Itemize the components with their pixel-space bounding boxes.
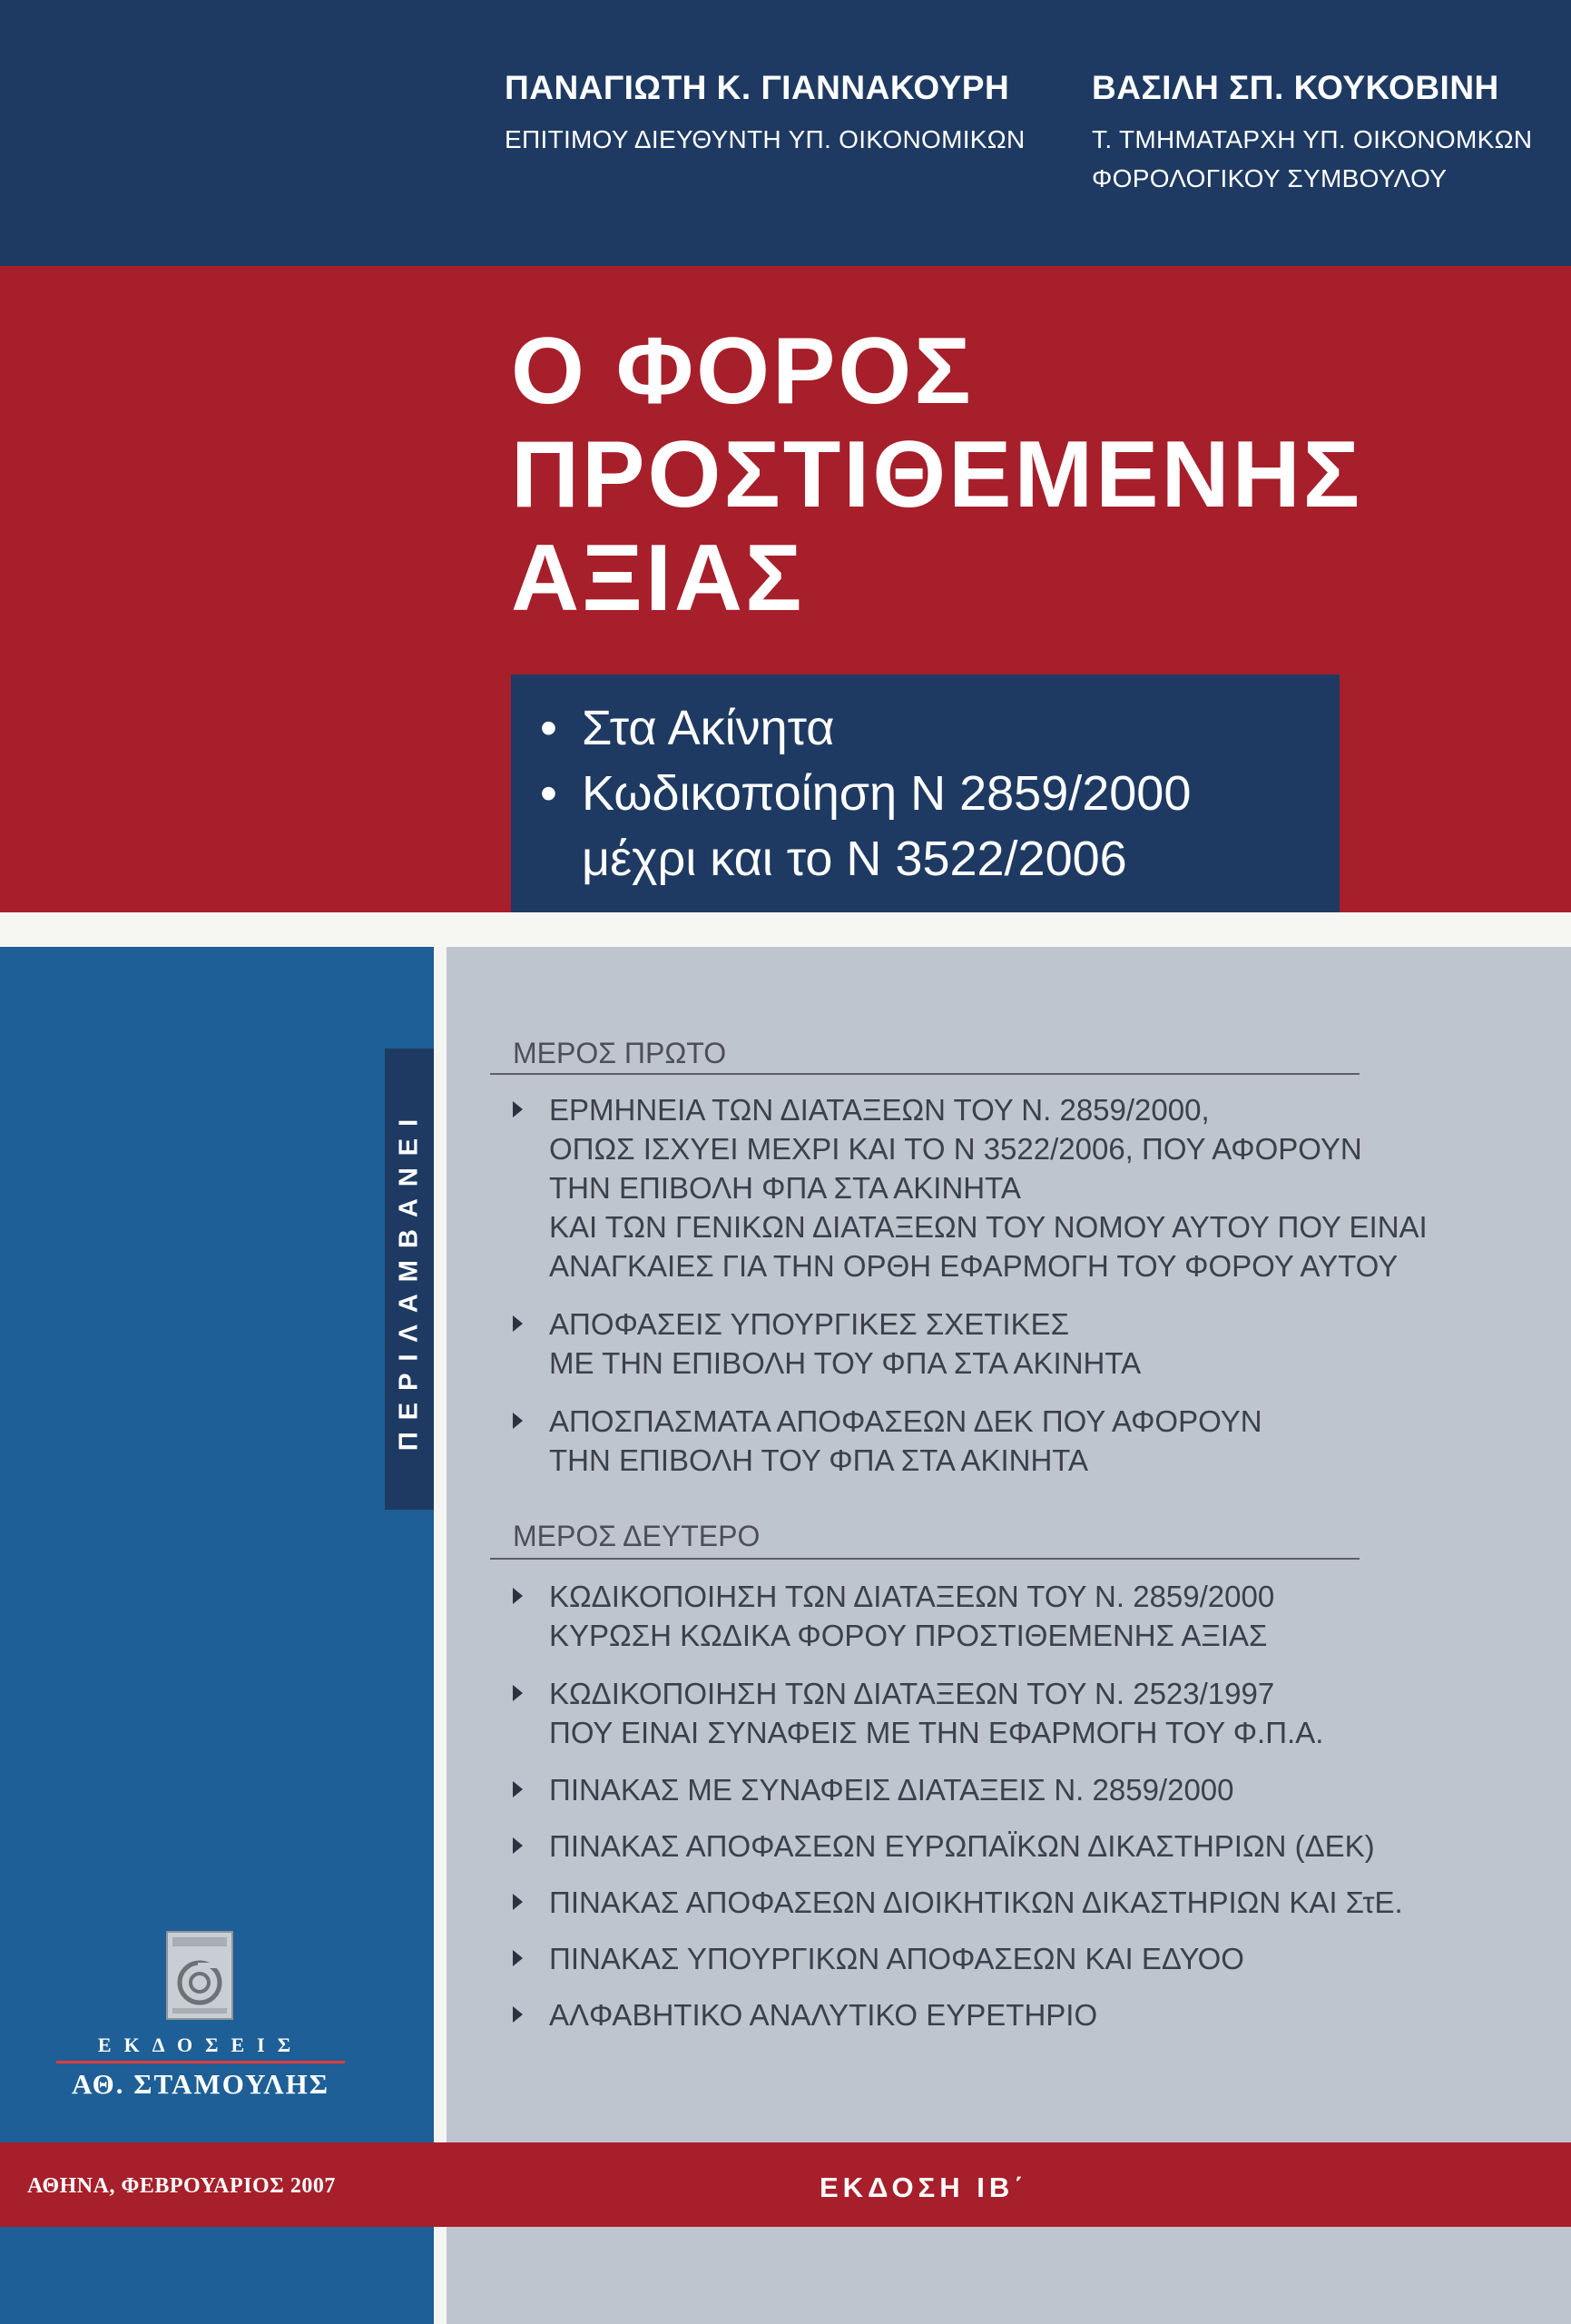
triangle-bullet-icon xyxy=(513,2006,523,2023)
part-2-rule xyxy=(490,1558,1360,1560)
part-1-item-1-text: ΕΡΜΗΝΕΙΑ ΤΩΝ ΔΙΑΤΑΞΕΩΝ ΤΟΥ Ν. 2859/2000, ΟΠΩΣ ΙΣΧΥΕΙ ΜΕΧΡΙ ΚΑΙ ΤΟ Ν 3522/2006, ΠΟΥ ΑΦΟΡΟΥΝ ΤΗΝ ΕΠΙΒΟΛΗ ΦΠΑ ΣΤΑ ΑΚΙΝΗΤΑ ΚΑΙ ΤΩΝ ΓΕΝΙΚΩΝ ΔΙΑΤΑΞΕΩΝ ΤΟΥ ΝΟΜΟΥ ΑΥΤΟΥ ΠΟΥ ΕΙΝΑΙ ΑΝΑΓΚΑΙΕΣ ΓΙΑ ΤΗΝ ΟΡΘΗ ΕΦΑΡΜΟΓΗ ΤΟΥ ΦΟΡΟΥ ΑΥΤΟΥ xyxy=(549,1093,1428,1283)
publisher-rule xyxy=(56,2061,345,2063)
author-2 xyxy=(1092,69,1532,199)
triangle-bullet-icon xyxy=(513,1685,523,1701)
triangle-bullet-icon xyxy=(513,1101,523,1118)
subtitle-text-1: Στα Ακίνητα xyxy=(582,701,835,755)
part-1-rule xyxy=(490,1073,1360,1075)
triangle-bullet-icon xyxy=(513,1950,523,1966)
part-1-item-3-text: ΑΠΟΣΠΑΣΜΑΤΑ ΑΠΟΦΑΣΕΩΝ ΔΕΚ ΠΟΥ ΑΦΟΡΟΥΝ ΤΗΝ ΕΠΙΒΟΛΗ ΤΟΥ ΦΠΑ ΣΤΑ ΑΚΙΝΗΤΑ xyxy=(549,1404,1262,1477)
separator-gap xyxy=(0,912,1571,947)
part-1-heading: ΜΕΡΟΣ ΠΡΩΤΟ xyxy=(513,1037,727,1069)
part-2-item-2-text: ΚΩΔΙΚΟΠΟΙΗΣΗ ΤΩΝ ΔΙΑΤΑΞΕΩΝ ΤΟΥ Ν. 2523/1997 ΠΟΥ ΕΙΝΑΙ ΣΥΝΑΦΕΙΣ ΜΕ ΤΗΝ ΕΦΑΡΜΟΓΗ ΤΟΥ Φ.Π.Α. xyxy=(549,1677,1324,1749)
author-2-role-line-2: ΦΟΡΟΛΟΓΙΚΟΥ ΣΥΜΒΟΥΛΟΥ xyxy=(1092,164,1448,193)
subtitle-line-1 xyxy=(540,700,834,756)
author-2-role xyxy=(1092,120,1532,199)
triangle-bullet-icon xyxy=(513,1781,523,1797)
bullet-icon: • xyxy=(540,766,557,821)
triangle-bullet-icon xyxy=(513,1837,523,1854)
triangle-bullet-icon xyxy=(513,1588,523,1604)
title-line-2: ΠΡΟΣΤΙΘΕΜΕΝΗΣ xyxy=(511,422,1363,527)
part-2-item-1-text: ΚΩΔΙΚΟΠΟΙΗΣΗ ΤΩΝ ΔΙΑΤΑΞΕΩΝ ΤΟΥ Ν. 2859/2000 ΚΥΡΩΣΗ ΚΩΔΙΚΑ ΦΟΡΟΥ ΠΡΟΣΤΙΘΕΜΕΝΗΣ ΑΞΙΑΣ xyxy=(549,1580,1275,1652)
part-2-item-7-text: ΑΛΦΑΒΗΤΙΚΟ ΑΝΑΛΥΤΙΚΟ ΕΥΡΕΤΗΡΙΟ xyxy=(549,1998,1098,2032)
publisher-label: ΕΚΔΟΣΕΙΣ xyxy=(97,2034,304,2056)
left-column xyxy=(0,947,434,2324)
author-1-name: ΠΑΝΑΓΙΩΤΗ Κ. ΓΙΑΝΝΑΚΟΥΡΗ xyxy=(505,69,1010,106)
author-1-role: ΕΠΙΤΙΜΟΥ ΔΙΕΥΘΥΝΤΗ ΥΠ. ΟΙΚΟΝΟΜΙΚΩΝ xyxy=(505,125,1026,153)
subtitle-box xyxy=(511,675,1340,912)
book-title xyxy=(511,320,1362,630)
title-line-1: Ο ΦΟΡΟΣ xyxy=(511,319,974,424)
contents-tab-label: ΠΕΡΙΛΑΜΒΑΝΕΙ xyxy=(394,1107,424,1452)
author-2-role-line-1: Τ. ΤΜΗΜΑΤΑΡΧΗ ΥΠ. ΟΙΚΟΝΟΜΚΩΝ xyxy=(1092,125,1533,153)
subtitle-line-3: μέχρι και το Ν 3522/2006 xyxy=(582,832,1127,886)
subtitle-text-2: Κωδικοποίηση Ν 2859/2000 xyxy=(582,766,1192,821)
title-line-3: ΑΞΙΑΣ xyxy=(511,526,805,631)
author-1 xyxy=(505,69,1026,159)
triangle-bullet-icon xyxy=(513,1894,523,1910)
bullet-icon: • xyxy=(540,701,557,755)
part-2-item-3-text: ΠΙΝΑΚΑΣ ΜΕ ΣΥΝΑΦΕΙΣ ΔΙΑΤΑΞΕΙΣ Ν. 2859/2000 xyxy=(549,1773,1234,1807)
bottom-contents-panel xyxy=(447,2227,1571,2324)
place-date: ΑΘΗΝΑ, ΦΕΒΡΟΥΑΡΙΟΣ 2007 xyxy=(27,2174,336,2198)
subtitle-line-2 xyxy=(540,765,1191,822)
publisher-name: ΑΘ. ΣΤΑΜΟΥΛΗΣ xyxy=(72,2068,329,2100)
bottom-left-column xyxy=(0,2227,434,2324)
part-2-item-6-text: ΠΙΝΑΚΑΣ ΥΠΟΥΡΓΙΚΩΝ ΑΠΟΦΑΣΕΩΝ ΚΑΙ ΕΔΥΟΟ xyxy=(549,1942,1244,1975)
publisher-logo-icon xyxy=(162,1928,238,2023)
edition-label: ΕΚΔΟΣΗ ΙΒ΄ xyxy=(820,2171,1028,2203)
triangle-bullet-icon xyxy=(513,1315,523,1332)
contents-tab xyxy=(385,1049,434,1510)
part-2-heading: ΜΕΡΟΣ ΔΕΥΤΕΡΟ xyxy=(513,1520,761,1552)
part-2-item-4-text: ΠΙΝΑΚΑΣ ΑΠΟΦΑΣΕΩΝ ΕΥΡΩΠΑΪΚΩΝ ΔΙΚΑΣΤΗΡΙΩΝ (ΔΕΚ) xyxy=(549,1829,1375,1863)
author-2-name: ΒΑΣΙΛΗ ΣΠ. ΚΟΥΚΟΒΙΝΗ xyxy=(1092,69,1499,106)
part-2-item-5-text: ΠΙΝΑΚΑΣ ΑΠΟΦΑΣΕΩΝ ΔΙΟΙΚΗΤΙΚΩΝ ΔΙΚΑΣΤΗΡΙΩΝ ΚΑΙ ΣτΕ. xyxy=(549,1886,1403,1919)
triangle-bullet-icon xyxy=(513,1413,523,1429)
part-1-item-2-text: ΑΠΟΦΑΣΕΙΣ ΥΠΟΥΡΓΙΚΕΣ ΣΧΕΤΙΚΕΣ ΜΕ ΤΗΝ ΕΠΙΒΟΛΗ ΤΟΥ ΦΠΑ ΣΤΑ ΑΚΙΝΗΤΑ xyxy=(549,1307,1142,1380)
